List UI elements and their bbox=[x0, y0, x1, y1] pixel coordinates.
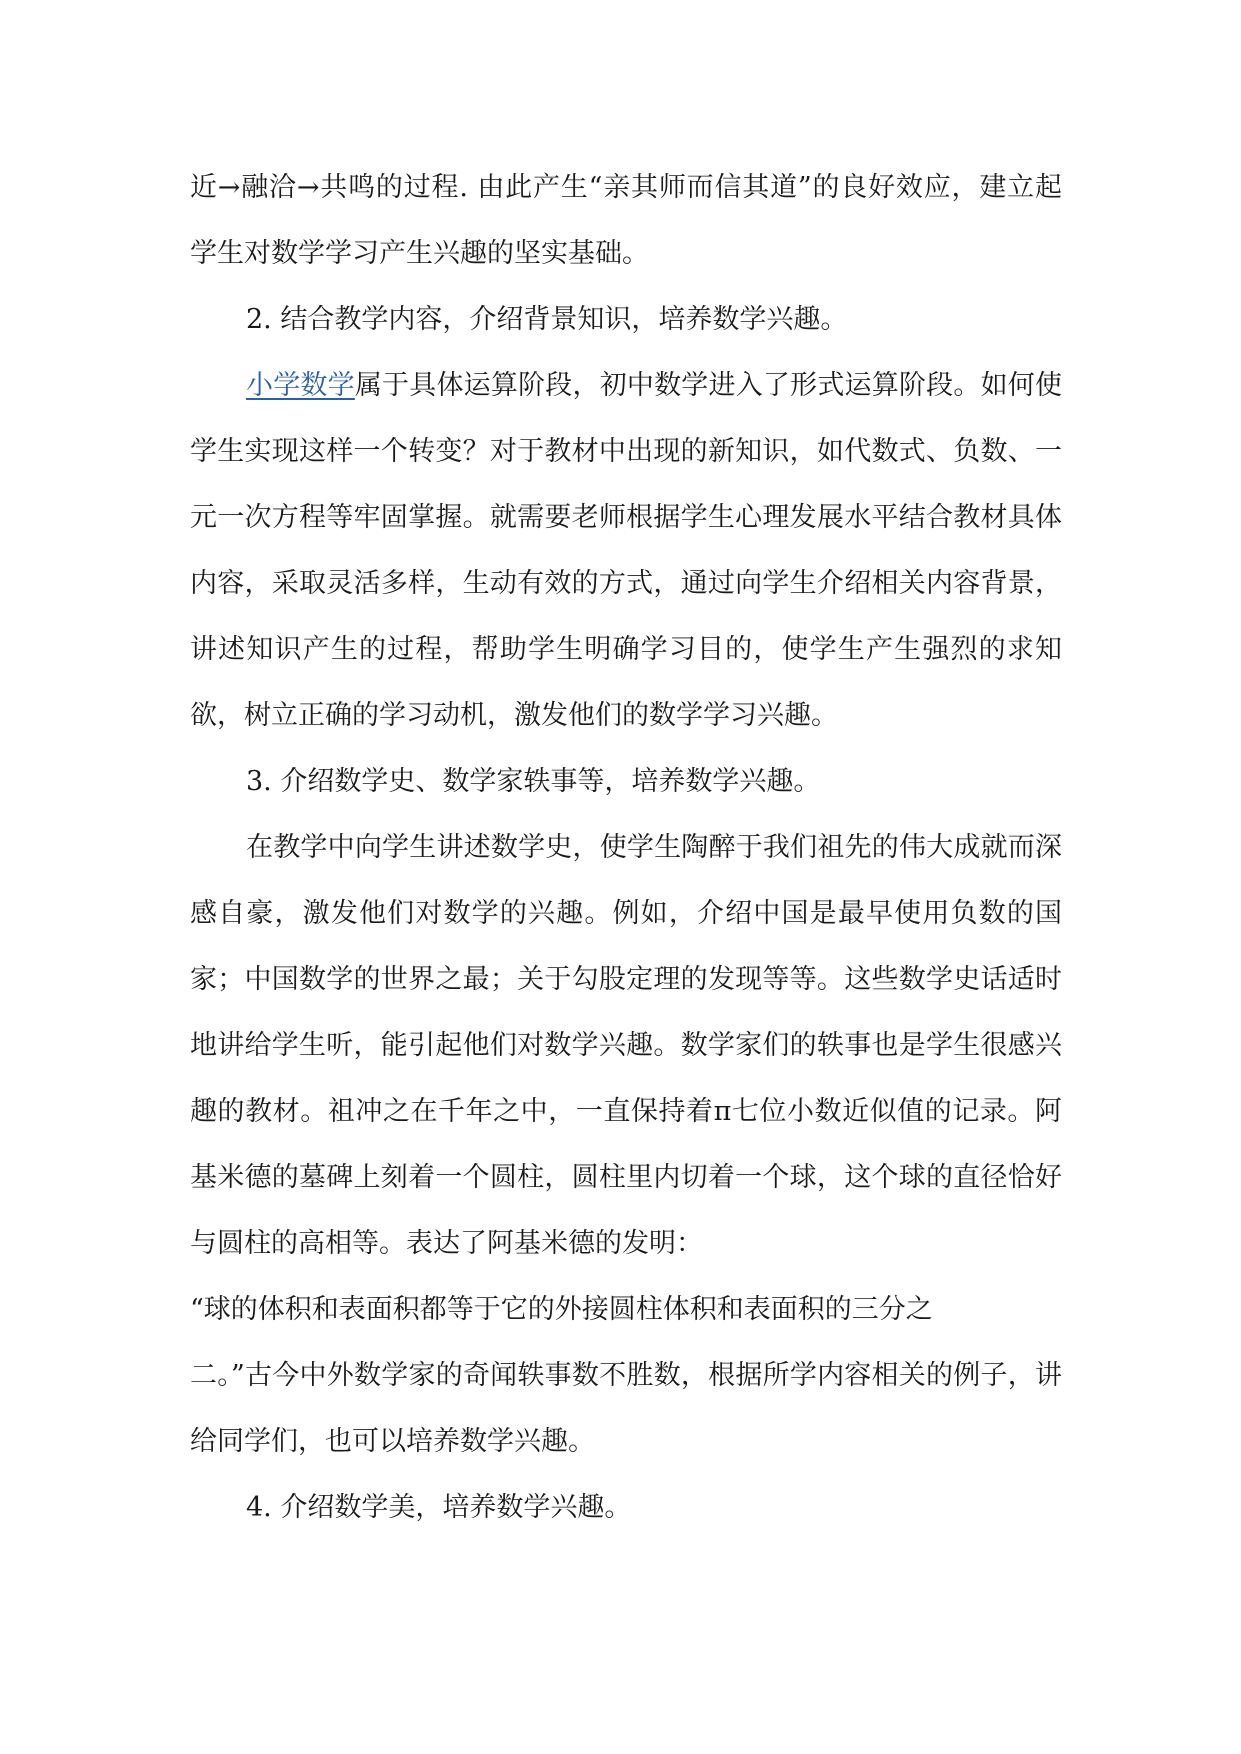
section-heading-4: 4. 介绍数学美，培养数学兴趣。 bbox=[246, 1492, 632, 1523]
document-body bbox=[190, 155, 1062, 1541]
paragraph-background-text: 属于具体运算阶段，初中数学进入了形式运算阶段。如何使学生实现这样一个转变？对于教材中出现的新知识，如代数式、负数、一元一次方程等牢固掌握。就需要老师根据学生心理发展水平结合教材具体内容，采取灵活多样，生动有效的方式，通过向学生介绍相关内容背景，讲述知识产生的过程，帮助学生明确学习目的，使学生产生强烈的求知欲，树立正确的学习动机，激发他们的数学学习兴趣。 bbox=[190, 370, 1062, 731]
paragraph-archimedes-quote: “球的体积和表面积都等于它的外接圆柱体积和表面积的三分之 bbox=[190, 1294, 933, 1325]
section-heading-3: 3. 介绍数学史、数学家轶事等，培养数学兴趣。 bbox=[246, 766, 821, 797]
section-heading-2: 2. 结合教学内容，介绍背景知识，培养数学兴趣。 bbox=[246, 304, 848, 335]
primary-math-link[interactable]: 小学数学 bbox=[246, 370, 355, 401]
paragraph-math-history-end: 二。”古今中外数学家的奇闻轶事数不胜数，根据所学内容相关的例子，讲给同学们，也可以培养数学兴趣。 bbox=[190, 1360, 1062, 1457]
paragraph-background-knowledge bbox=[190, 353, 1062, 749]
paragraph-continuation: 近→融洽→共鸣的过程. 由此产生“亲其师而信其道”的良好效应，建立起学生对数学学习产生兴趣的坚实基础。 bbox=[190, 172, 1062, 269]
paragraph-math-history: 在教学中向学生讲述数学史，使学生陶醉于我们祖先的伟大成就而深感自豪，激发他们对数学的兴趣。例如，介绍中国是最早使用负数的国家；中国数学的世界之最；关于勾股定理的发现等等。这些数学史话适时地讲给学生听，能引起他们对数学兴趣。数学家们的轶事也是学生很感兴趣的教材。祖冲之在千年之中，一直保持着π七位小数近似值的记录。阿基米德的墓碑上刻着一个圆柱，圆柱里内切着一个球，这个球的直径恰好与圆柱的高相等。表达了阿基米德的发明： bbox=[190, 832, 1062, 1259]
